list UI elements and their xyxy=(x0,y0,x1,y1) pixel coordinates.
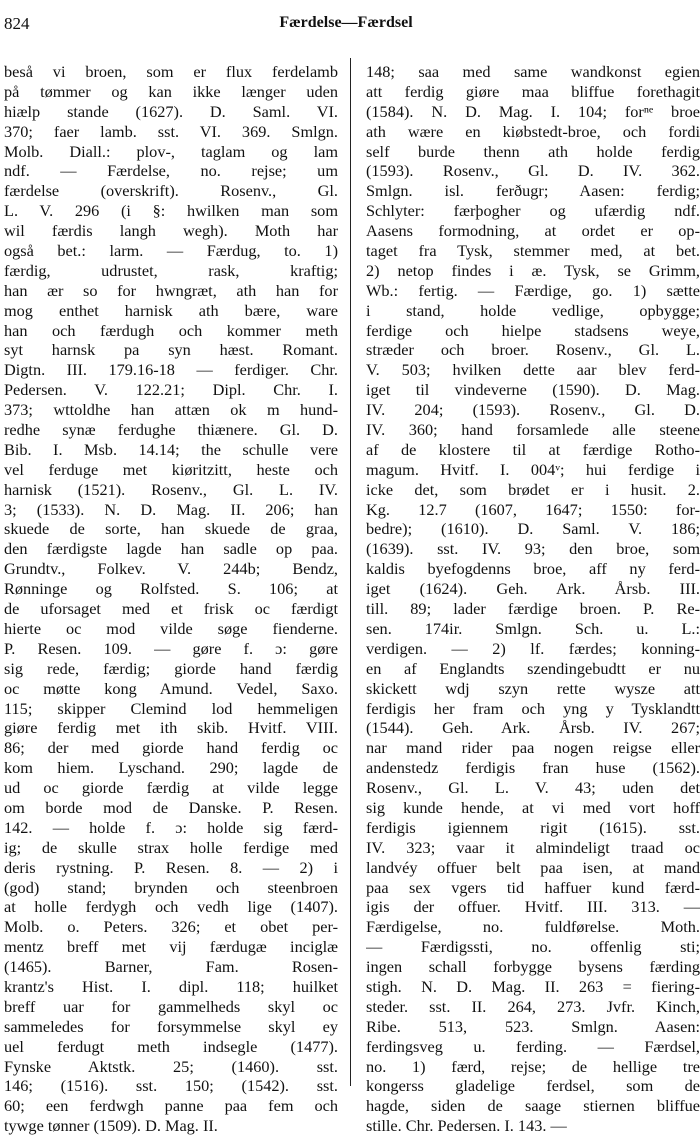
text-line: også bet.: larm. — Færdug, to. 1) xyxy=(4,241,338,261)
text-line: sen. 174ir. Smlgn. Sch. u. L.: xyxy=(366,618,700,638)
text-line: sig kunde hende, at vi med vort hoff xyxy=(366,797,700,817)
text-line: stille. Chr. Pedersen. I. 143. — xyxy=(366,1116,567,1136)
text-line: 3; (1533). N. D. Mag. II. 206; han xyxy=(4,499,338,519)
text-line: att ferdig giøre maa bliffue forethagit xyxy=(366,81,700,101)
text-line: Rønninge og Rolfsted. S. 106; at xyxy=(4,579,338,599)
text-line: oc møtte kong Amund. Vedel, Saxo. xyxy=(4,678,338,698)
text-line: IV. 323; vaar it almindeligt traad oc xyxy=(366,837,700,857)
text-line: uel ferdugt meth indsegle (1477). xyxy=(4,1036,338,1056)
text-line: beså vi broen, som er flux ferdelamb xyxy=(4,62,338,81)
text-line: (1584). N. D. Mag. I. 104; forⁿᵉ broe xyxy=(366,101,700,121)
text-line: Ribe. 513, 523. Smlgn. Aasen: xyxy=(366,1016,700,1036)
text-line: deris rystning. P. Resen. 8. — 2) i xyxy=(4,857,338,877)
text-line: iget til vindeverne (1590). D. Mag. xyxy=(366,380,700,400)
text-line: steder. sst. II. 264, 273. Jvfr. Kinch, xyxy=(366,996,700,1016)
text-line: syt harnsk pa syn hæst. Romant. xyxy=(4,340,338,360)
text-line: verdigen. — 2) lf. færdes; konning- xyxy=(366,638,700,658)
text-line: Smlgn. isl. ferðugr; Aasen: ferdig; xyxy=(366,181,700,201)
text-line: L. V. 296 (i §: hwilken man som xyxy=(4,201,338,221)
text-line: stigh. N. D. Mag. II. 263 = fiering- xyxy=(366,976,700,996)
text-line: landvéy offuer belt paa isen, at mand xyxy=(366,857,700,877)
text-line: (1639). sst. IV. 93; den broe, som xyxy=(366,539,700,559)
text-line: stræder och broer. Rosenv., Gl. L. xyxy=(366,340,700,360)
text-line: Kg. 12.7 (1607, 1647; 1550: for- xyxy=(366,499,700,519)
right-column xyxy=(366,62,700,1136)
text-line: Pedersen. V. 122.21; Dipl. Chr. I. xyxy=(4,380,338,400)
text-line: krantz's Hist. I. dipl. 118; huilket xyxy=(4,976,338,996)
text-line: Bib. I. Msb. 14.14; the schulle vere xyxy=(4,439,338,459)
text-line: Molb. Diall.: plov-, taglam og lam xyxy=(4,141,338,161)
text-line: den færdigste lagde han sadle op paa. xyxy=(4,539,338,559)
text-line: no. 1) færd, rejse; de hellige tre xyxy=(366,1056,700,1076)
text-line: ferdigis igiennem rigit (1615). sst. xyxy=(366,817,700,837)
text-line: magum. Hvitf. I. 004ᵛ; hui ferdige i xyxy=(366,459,700,479)
text-line: Grundtv., Folkev. V. 244b; Bendz, xyxy=(4,559,338,579)
text-line: hagde, siden de saage stiernen bliffue xyxy=(366,1096,700,1116)
text-line: i stand, holde vedlige, opbygge; xyxy=(366,300,700,320)
text-line: kom hiem. Lyschand. 290; lagde de xyxy=(4,758,338,778)
text-line: redhe synæ ferdughe thiænere. Gl. D. xyxy=(4,420,338,440)
text-line: han och færdugh och kommer meth xyxy=(4,320,338,340)
text-line: ferdigis her fram och yng y Tysklandtt xyxy=(366,698,700,718)
text-line: Rosenv., Gl. L. V. 43; uden det xyxy=(366,778,700,798)
text-line: færdig, udrustet, rask, kraftig; xyxy=(4,260,338,280)
text-line: igis der offuer. Hvitf. III. 313. — xyxy=(366,897,700,917)
text-line: Aasens formodning, at ordet er op- xyxy=(366,221,700,241)
text-line: kaldis byefogdenns broe, aff ny ferd- xyxy=(366,559,700,579)
text-line: hierte oc mod vilde søge fienderne. xyxy=(4,618,338,638)
text-line: Digtn. III. 179.16-18 — ferdiger. Chr. xyxy=(4,360,338,380)
text-line: en af Englandts szendingebudtt er nu xyxy=(366,658,700,678)
text-line: breff uar for gammelheds skyl oc xyxy=(4,996,338,1016)
text-line: IV. 360; hand forsamlede alle steene xyxy=(366,420,700,440)
text-line: 142. — holde f. ɔ: holde sig færd- xyxy=(4,817,338,837)
text-line: Færdigelse, no. fuldførelse. Moth. xyxy=(366,917,700,937)
text-line: P. Resen. 109. — gøre f. ɔ: gøre xyxy=(4,638,338,658)
text-line: (1465). Barner, Fam. Rosen- xyxy=(4,957,338,977)
page-number: 824 xyxy=(4,14,30,33)
text-line: IV. 204; (1593). Rosenv., Gl. D. xyxy=(366,400,700,420)
text-line: (1544). Geh. Ark. Årsb. IV. 267; xyxy=(366,718,700,738)
text-line: mentz breff met vij færdugæ inciglæ xyxy=(4,937,338,957)
text-line: på tømmer og kan ikke længer uden xyxy=(4,81,338,101)
text-line: — Færdigssti, no. offenlig sti; xyxy=(366,937,700,957)
text-line: færdelse (overskrift). Rosenv., Gl. xyxy=(4,181,338,201)
left-column xyxy=(4,62,338,1136)
text-line: 60; een ferdwgh panne paa fem och xyxy=(4,1096,338,1116)
text-line: 115; skipper Clemind lod hemmeligen xyxy=(4,698,338,718)
text-line: 2) netop findes i æ. Tysk, se Grimm, xyxy=(366,260,700,280)
text-line: Wb.: fertig. — Færdige, go. 1) sætte xyxy=(366,280,700,300)
text-line: ingen schall forbygge bysens færding xyxy=(366,957,700,977)
text-line: 146; (1516). sst. 150; (1542). sst. xyxy=(4,1076,338,1096)
text-line: 86; der med giorde hand ferdig oc xyxy=(4,738,338,758)
text-line: Fynske Aktstk. 25; (1460). sst. xyxy=(4,1056,338,1076)
text-line: taget fra Tysk, stemmer med, at bet. xyxy=(366,241,700,261)
text-line: 370; faer lamb. sst. VI. 369. Smlgn. xyxy=(4,121,338,141)
text-line: (god) stand; brynden och steenbroen xyxy=(4,877,338,897)
page-header xyxy=(4,14,688,38)
text-line: skickett wdj szyn rette wysze att xyxy=(366,678,700,698)
text-line: ferdige och hielpe stadsens weye, xyxy=(366,320,700,340)
text-line: till. 89; lader færdige broen. P. Re- xyxy=(366,599,700,619)
text-line: at holle ferdygh och vedh lige (1407). xyxy=(4,897,338,917)
text-line: 148; saa med same wandkonst egien xyxy=(366,62,700,81)
text-line: ndf. — Færdelse, no. rejse; um xyxy=(4,161,338,181)
text-line: andenstedz ferdigis fran huse (1562). xyxy=(366,758,700,778)
text-line: Molb. o. Peters. 326; et obet per- xyxy=(4,917,338,937)
text-line: ig; de skulle strax holle ferdige med xyxy=(4,837,338,857)
text-line: wil færdis langh wegh). Moth har xyxy=(4,221,338,241)
text-line: hiælp stande (1627). D. Saml. VI. xyxy=(4,101,338,121)
text-line: Schlyter: færþogher og ufærdig ndf. xyxy=(366,201,700,221)
running-head: Færdelse—Færdsel xyxy=(279,14,413,31)
text-line: mog enthet harnisk ath bære, ware xyxy=(4,300,338,320)
text-line: tywge tønner (1509). D. Mag. II. xyxy=(4,1116,218,1136)
text-line: om borde mod de Danske. P. Resen. xyxy=(4,797,338,817)
text-line: skuede de sorte, han skuede de graa, xyxy=(4,519,338,539)
text-line: nar mand rider paa nogen reigse eller xyxy=(366,738,700,758)
text-line: giøre ferdig met ith skib. Hvitf. VIII. xyxy=(4,718,338,738)
text-line: iget (1624). Geh. Ark. Årsb. III. xyxy=(366,579,700,599)
text-line: bedre); (1610). D. Saml. V. 186; xyxy=(366,519,700,539)
text-line: icke det, som brødet er i husit. 2. xyxy=(366,479,700,499)
text-line: ath wære en kiøbstedt-broe, och fordi xyxy=(366,121,700,141)
column-divider xyxy=(350,58,351,1086)
text-line: sammeledes for forsymmelse skyl ey xyxy=(4,1016,338,1036)
text-line: paa sex vgers tid haffuer kund færd- xyxy=(366,877,700,897)
text-line: V. 503; hvilken dette aar blev ferd- xyxy=(366,360,700,380)
text-line: ud oc giorde færdig at vilde legge xyxy=(4,778,338,798)
text-line: han ær so for hwngræt, ath han for xyxy=(4,280,338,300)
text-line: 373; wttoldhe han attæn ok m hund- xyxy=(4,400,338,420)
text-line: vel ferduge met kiøritzitt, heste och xyxy=(4,459,338,479)
text-line: (1593). Rosenv., Gl. D. IV. 362. xyxy=(366,161,700,181)
text-line: ferdingsveg u. ferding. — Færdsel, xyxy=(366,1036,700,1056)
text-line: af de klostere til at færdige Rotho- xyxy=(366,439,700,459)
text-line: self burde thenn ath holde ferdig xyxy=(366,141,700,161)
text-line: harnisk (1521). Rosenv., Gl. L. IV. xyxy=(4,479,338,499)
text-line: de uforsaget med et frisk oc færdigt xyxy=(4,599,338,619)
text-line: kongerss gladelige ferdsel, som de xyxy=(366,1076,700,1096)
text-line: sig rede, færdig; giorde hand færdig xyxy=(4,658,338,678)
